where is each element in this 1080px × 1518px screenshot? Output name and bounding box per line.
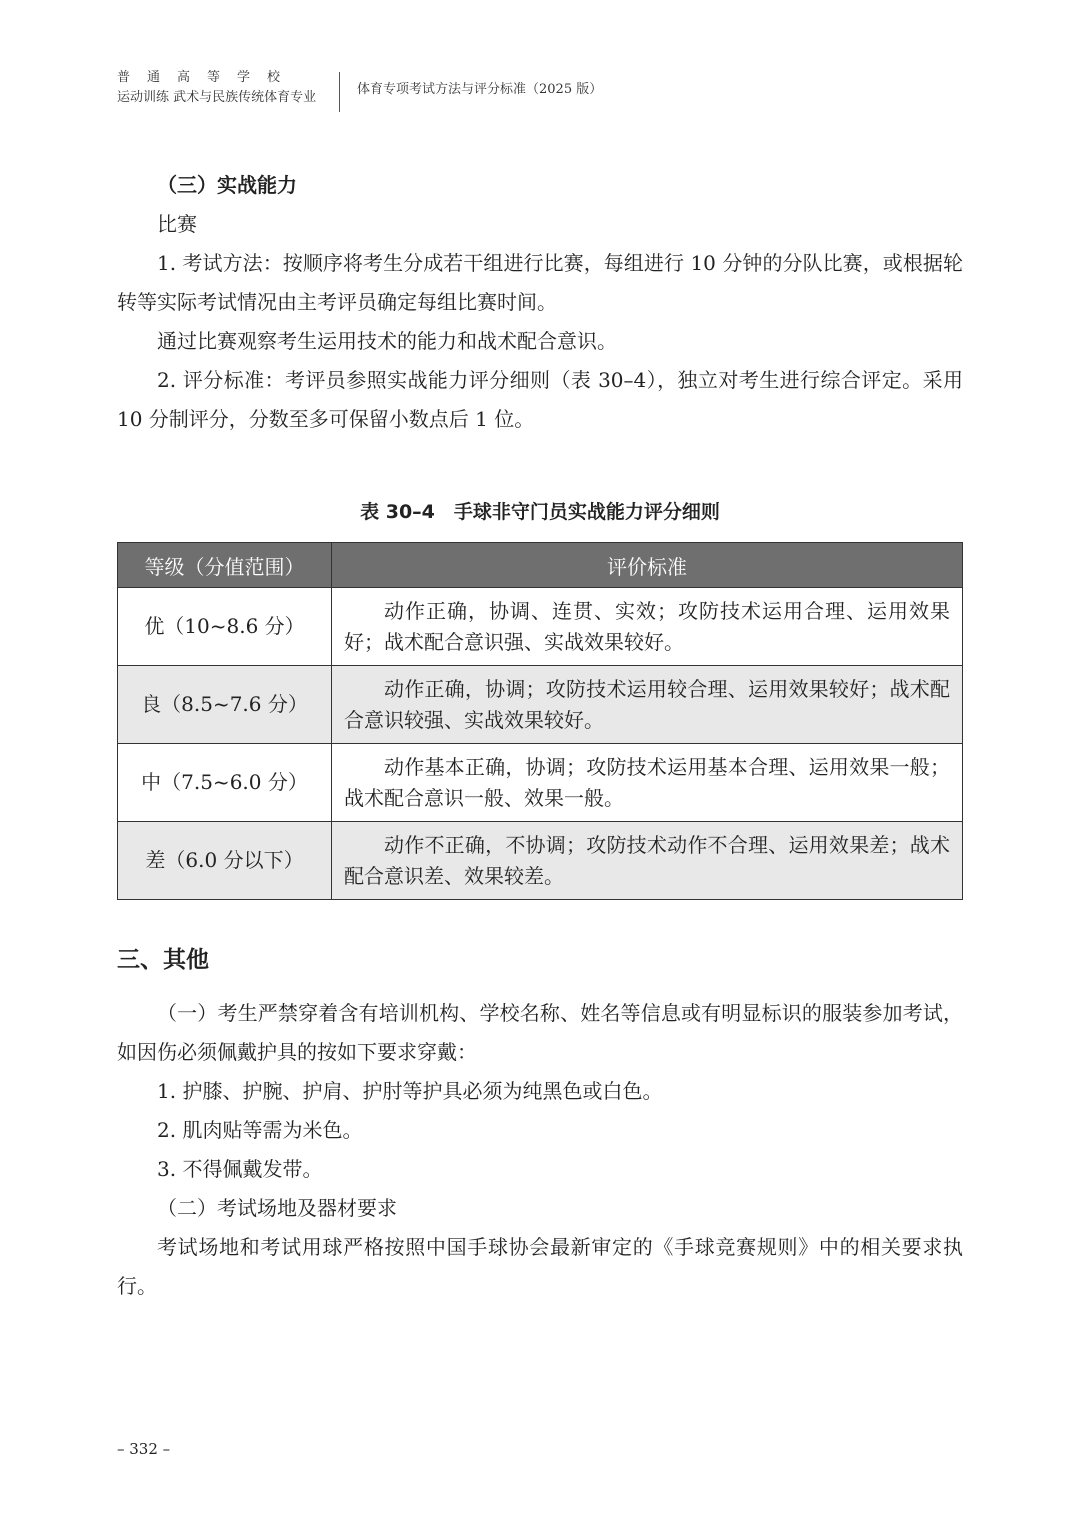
table-header-row	[118, 543, 963, 588]
grade-cell: 中（7.5~6.0 分）	[118, 744, 332, 822]
criteria-cell: 动作正确，协调；攻防技术运用较合理、运用效果较好；战术配合意识较强、实战效果较好。	[332, 666, 963, 744]
scoring-table	[117, 542, 963, 900]
subsection-venue-equipment: （二）考试场地及器材要求	[157, 1196, 397, 1220]
page-number: – 332 –	[117, 1440, 171, 1458]
criteria-cell: 动作基本正确，协调；攻防技术运用基本合理、运用效果一般；战术配合意识一般、效果一般。	[332, 744, 963, 822]
header-criteria: 评价标准	[332, 543, 963, 588]
paragraph-observation: 通过比赛观察考生运用技术的能力和战术配合意识。	[157, 329, 617, 353]
table-row	[118, 666, 963, 744]
grade-cell: 良（8.5~7.6 分）	[118, 666, 332, 744]
paragraph-scoring-standard: 2. 评分标准：考评员参照实战能力评分细则（表 30–4），独立对考生进行综合评定。采用 10 分制评分，分数至多可保留小数点后 1 位。	[117, 368, 963, 431]
grade-cell: 优（10~8.6 分）	[118, 588, 332, 666]
table-row	[118, 744, 963, 822]
section-title-practical-ability: （三）实战能力	[157, 173, 297, 197]
grade-cell: 差（6.0 分以下）	[118, 822, 332, 900]
header-grade: 等级（分值范围）	[118, 543, 332, 588]
header-school-type: 普通高等学校	[117, 70, 298, 85]
paragraph-exam-method: 1. 考试方法：按顺序将考生分成若干组进行比赛，每组进行 10 分钟的分队比赛，或根据轮转等实际考试情况由主考评员确定每组比赛时间。	[117, 251, 963, 314]
section-title-other: 三、其他	[117, 946, 209, 973]
header-left	[117, 68, 327, 108]
paragraph-tape-color: 2. 肌肉贴等需为米色。	[157, 1118, 363, 1142]
criteria-cell: 动作正确，协调、连贯、实效；攻防技术运用合理、运用效果好；战术配合意识强、实战效果较好。	[332, 588, 963, 666]
subtitle-match: 比赛	[157, 212, 197, 236]
page-content	[117, 166, 963, 1306]
paragraph-venue-rules: 考试场地和考试用球严格按照中国手球协会最新审定的《手球竞赛规则》中的相关要求执行。	[117, 1235, 963, 1298]
table-row	[118, 588, 963, 666]
paragraph-protector-color: 1. 护膝、护腕、护肩、护肘等护具必须为纯黑色或白色。	[157, 1079, 663, 1103]
criteria-cell: 动作不正确，不协调；攻防技术动作不合理、运用效果差；战术配合意识差、效果较差。	[332, 822, 963, 900]
header-divider	[339, 72, 340, 112]
header-book-title: 体育专项考试方法与评分标准（2025 版）	[357, 82, 603, 97]
table-row	[118, 822, 963, 900]
paragraph-no-headband: 3. 不得佩戴发带。	[157, 1157, 323, 1181]
paragraph-clothing-rule: （一）考生严禁穿着含有培训机构、学校名称、姓名等信息或有明显标识的服装参加考试，如因伤必须佩戴护具的按如下要求穿戴：	[117, 1001, 963, 1064]
table-title: 表 30–4 手球非守门员实战能力评分细则	[360, 501, 720, 523]
header-major: 运动训练 武术与民族传统体育专业	[117, 90, 317, 105]
